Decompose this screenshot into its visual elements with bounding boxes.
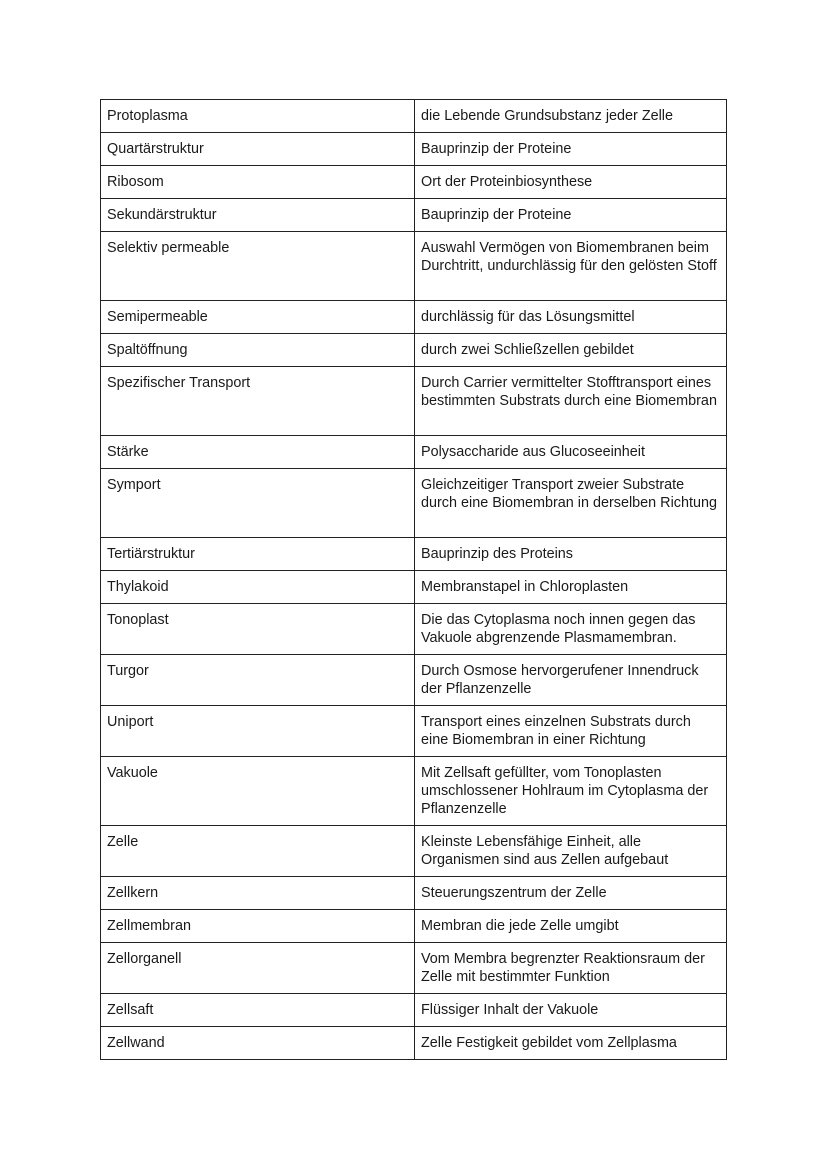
table-row	[101, 133, 727, 166]
table-row	[101, 571, 727, 604]
definition-cell: Durch Carrier vermittelter Stofftransport eines bestimmten Substrats durch eine Biomembran	[415, 367, 727, 436]
term-cell: Zellmembran	[101, 910, 415, 943]
definition-cell: Zelle Festigkeit gebildet vom Zellplasma	[415, 1027, 727, 1060]
definition-cell: Bauprinzip des Proteins	[415, 538, 727, 571]
term-cell: Spaltöffnung	[101, 334, 415, 367]
term-cell: Thylakoid	[101, 571, 415, 604]
definition-cell: Gleichzeitiger Transport zweier Substrate durch eine Biomembran in derselben Richtung	[415, 469, 727, 538]
glossary-table	[100, 99, 727, 1060]
definition-cell: Bauprinzip der Proteine	[415, 133, 727, 166]
term-cell: Zellorganell	[101, 943, 415, 994]
table-row	[101, 199, 727, 232]
table-row	[101, 655, 727, 706]
term-cell: Protoplasma	[101, 100, 415, 133]
term-cell: Tonoplast	[101, 604, 415, 655]
term-cell: Sekundärstruktur	[101, 199, 415, 232]
definition-cell: Membranstapel in Chloroplasten	[415, 571, 727, 604]
table-row	[101, 436, 727, 469]
table-row	[101, 994, 727, 1027]
term-cell: Ribosom	[101, 166, 415, 199]
definition-cell: Polysaccharide aus Glucoseeinheit	[415, 436, 727, 469]
definition-cell: Durch Osmose hervorgerufener Innendruck der Pflanzenzelle	[415, 655, 727, 706]
term-cell: Vakuole	[101, 757, 415, 826]
table-row	[101, 943, 727, 994]
term-cell: Zelle	[101, 826, 415, 877]
table-row	[101, 877, 727, 910]
table-row	[101, 334, 727, 367]
table-row	[101, 301, 727, 334]
term-cell: Zellwand	[101, 1027, 415, 1060]
definition-cell: Bauprinzip der Proteine	[415, 199, 727, 232]
document-page	[100, 99, 727, 1060]
term-cell: Turgor	[101, 655, 415, 706]
definition-cell: Flüssiger Inhalt der Vakuole	[415, 994, 727, 1027]
table-row	[101, 826, 727, 877]
definition-cell: Die das Cytoplasma noch innen gegen das Vakuole abgrenzende Plasmamembran.	[415, 604, 727, 655]
definition-cell: Kleinste Lebensfähige Einheit, alle Organismen sind aus Zellen aufgebaut	[415, 826, 727, 877]
term-cell: Uniport	[101, 706, 415, 757]
definition-cell: Auswahl Vermögen von Biomembranen beim Durchtritt, undurchlässig für den gelösten Stoff	[415, 232, 727, 301]
definition-cell: Steuerungszentrum der Zelle	[415, 877, 727, 910]
definition-cell: Membran die jede Zelle umgibt	[415, 910, 727, 943]
term-cell: Stärke	[101, 436, 415, 469]
definition-cell: die Lebende Grundsubstanz jeder Zelle	[415, 100, 727, 133]
term-cell: Semipermeable	[101, 301, 415, 334]
table-row	[101, 604, 727, 655]
definition-cell: durch zwei Schließzellen gebildet	[415, 334, 727, 367]
table-row	[101, 166, 727, 199]
table-row	[101, 469, 727, 538]
table-row	[101, 1027, 727, 1060]
definition-cell: Vom Membra begrenzter Reaktionsraum der Zelle mit bestimmter Funktion	[415, 943, 727, 994]
definition-cell: Ort der Proteinbiosynthese	[415, 166, 727, 199]
term-cell: Selektiv permeable	[101, 232, 415, 301]
definition-cell: durchlässig für das Lösungsmittel	[415, 301, 727, 334]
table-row	[101, 706, 727, 757]
table-row	[101, 367, 727, 436]
term-cell: Spezifischer Transport	[101, 367, 415, 436]
definition-cell: Mit Zellsaft gefüllter, vom Tonoplasten umschlossener Hohlraum im Cytoplasma der Pflanzenzelle	[415, 757, 727, 826]
table-row	[101, 910, 727, 943]
table-row	[101, 757, 727, 826]
term-cell: Tertiärstruktur	[101, 538, 415, 571]
term-cell: Zellkern	[101, 877, 415, 910]
term-cell: Zellsaft	[101, 994, 415, 1027]
table-row	[101, 232, 727, 301]
definition-cell: Transport eines einzelnen Substrats durch eine Biomembran in einer Richtung	[415, 706, 727, 757]
term-cell: Quartärstruktur	[101, 133, 415, 166]
table-row	[101, 538, 727, 571]
term-cell: Symport	[101, 469, 415, 538]
table-row	[101, 100, 727, 133]
